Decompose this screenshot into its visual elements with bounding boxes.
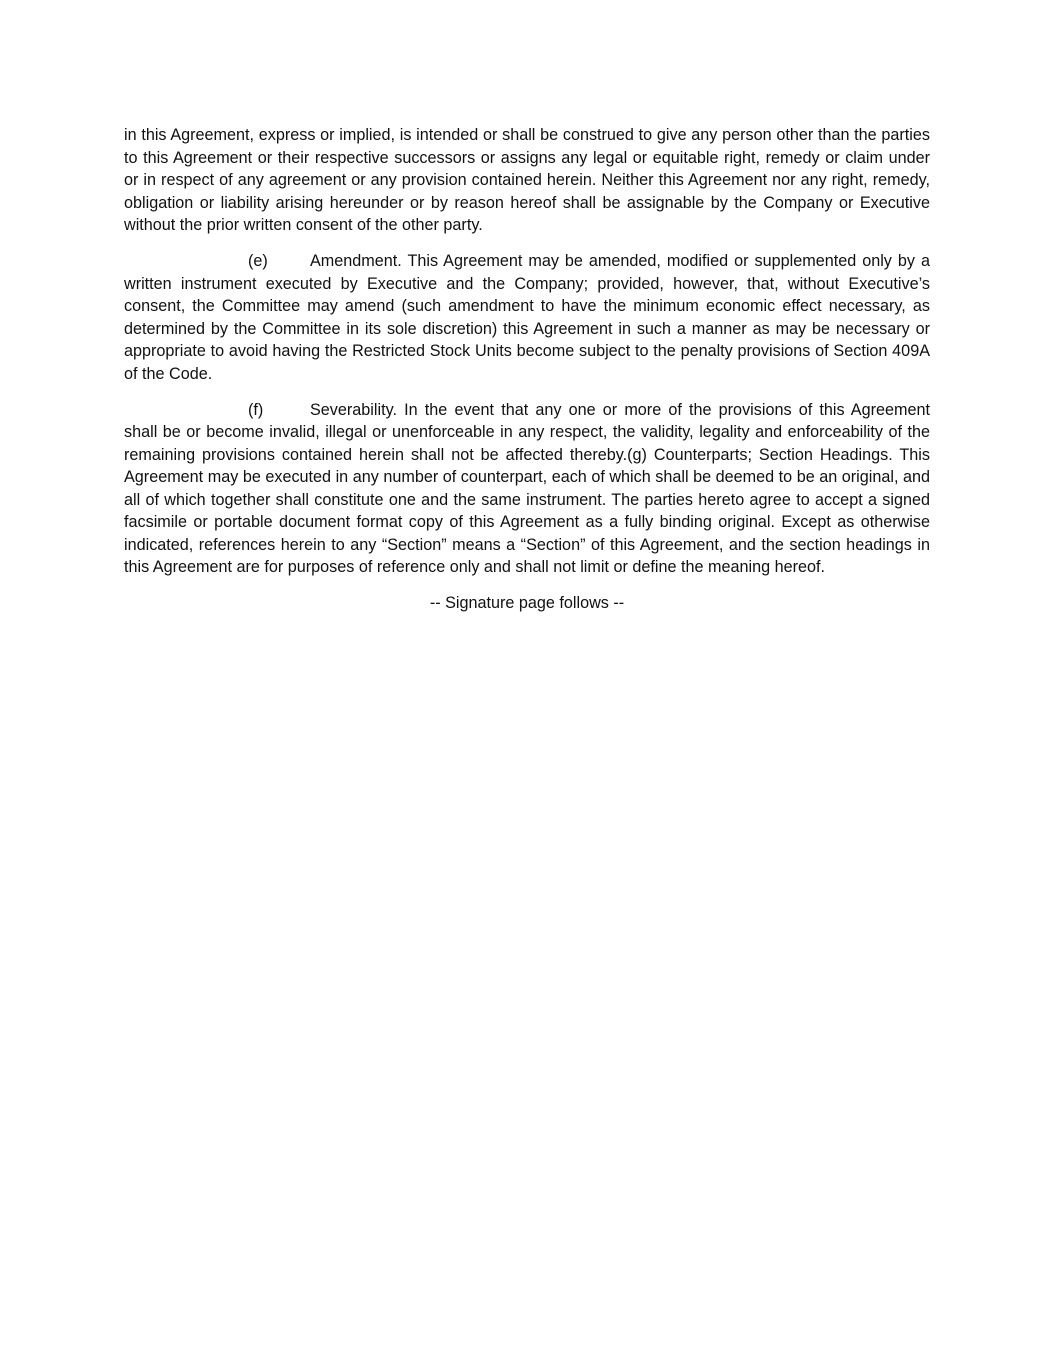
section-f-severability [124, 399, 930, 579]
section-f-text: Severability. In the event that any one or more of the provisions of this Agreement shall be or become invalid, illegal or unenforceable in any respect, the validity, legality and enforceability of the remaining provisions contained herein shall not be affected thereby.(g) Counterparts; Section Headings. This Agreement may be executed in any number of counterpart, each of which shall be deemed to be an original, and all of which together shall constitute one and the same instrument. The parties hereto agree to accept a signed facsimile or portable document format copy of this Agreement as a fully binding original. Except as otherwise indicated, references herein to any “Section” means a “Section” of this Agreement, and the section headings in this Agreement are for purposes of reference only and shall not limit or define the meaning hereof. [124, 400, 930, 576]
signature-page-note: -- Signature page follows -- [429, 594, 625, 612]
paragraph-continuation: in this Agreement, express or implied, is intended or shall be construed to give any person other than the parties to this Agreement or their respective successors or assigns any legal or equitable right, remedy or claim under or in respect of any agreement or any provision contained herein. Neither this Agreement nor any right, remedy, obligation or liability arising hereunder or by reason hereof shall be assignable by the Company or Executive without the prior written consent of the other party. [124, 126, 930, 234]
section-e-text: Amendment. This Agreement may be amended, modified or supplemented only by a written instrument executed by Executive and the Company; provided, however, that, without Executive’s consent, the Committee may amend (such amendment to have the minimum economic effect necessary, as determined by the Committee in its sole discretion) this Agreement in such a manner as may be necessary or appropriate to avoid having the Restricted Stock Units become subject to the penalty provisions of Section 409A of the Code. [124, 252, 930, 383]
document-page [124, 124, 930, 615]
section-f-label: (f) [248, 400, 264, 419]
section-e-amendment [124, 250, 930, 385]
section-e-label: (e) [248, 252, 268, 270]
